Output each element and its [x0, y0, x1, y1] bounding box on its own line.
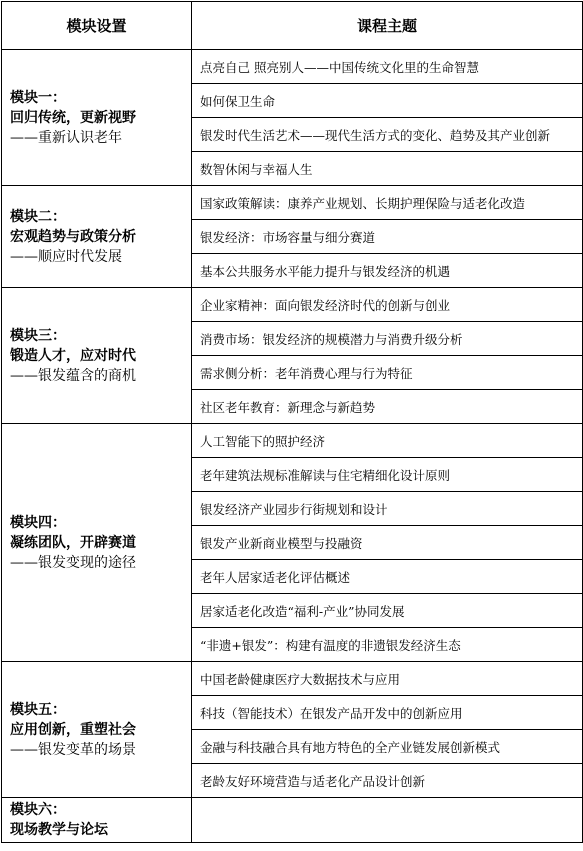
module-name: 模块五：	[10, 701, 66, 718]
topic-cell: 中国老龄健康医疗大数据技术与应用	[192, 662, 583, 696]
module-name: 模块三：	[10, 327, 66, 344]
table-row	[2, 798, 583, 843]
module-cell	[2, 186, 192, 288]
topic-cell: 点亮自己 照亮别人——中国传统文化里的生命智慧	[192, 50, 583, 84]
table-body	[2, 50, 583, 843]
topic-cell: 社区老年教育：新理念与新趋势	[192, 390, 583, 424]
topic-cell: 金融与科技融合具有地方特色的全产业链发展创新模式	[192, 730, 583, 764]
topic-cell: “非遗+银发”：构建有温度的非遗银发经济生态	[192, 628, 583, 662]
topic-cell: 需求侧分析：老年消费心理与行为特征	[192, 356, 583, 390]
module-title: 锻造人才，应对时代	[10, 347, 136, 364]
module-name: 模块二：	[10, 208, 66, 225]
module-subtitle: ——重新认识老年	[10, 129, 122, 146]
topic-cell: 老龄友好环境营造与适老化产品设计创新	[192, 764, 583, 798]
module-subtitle: ——银发蕴含的商机	[10, 367, 136, 384]
table-row	[2, 50, 583, 84]
module-title: 应用创新，重塑社会	[10, 721, 136, 738]
course-table	[1, 1, 583, 843]
module-cell	[2, 288, 192, 424]
topic-cell: 银发经济产业园步行街规划和设计	[192, 492, 583, 526]
topic-cell: 银发时代生活艺术——现代生活方式的变化、趋势及其产业创新	[192, 118, 583, 152]
topic-cell: 国家政策解读：康养产业规划、长期护理保险与适老化改造	[192, 186, 583, 220]
module-name: 模块一：	[10, 89, 66, 106]
table-row	[2, 662, 583, 696]
topic-cell: 银发产业新商业模型与投融资	[192, 526, 583, 560]
topic-cell: 银发经济：市场容量与细分赛道	[192, 220, 583, 254]
header-module: 模块设置	[2, 2, 192, 50]
topic-cell: 如何保卫生命	[192, 84, 583, 118]
table-row	[2, 288, 583, 322]
module-cell	[2, 662, 192, 798]
topic-cell: 老年人居家适老化评估概述	[192, 560, 583, 594]
topic-cell: 老年建筑法规标准解读与住宅精细化设计原则	[192, 458, 583, 492]
module-title: 凝练团队，开辟赛道	[10, 534, 136, 551]
module-cell	[2, 50, 192, 186]
module-subtitle: ——顺应时代发展	[10, 248, 122, 265]
topic-cell: 居家适老化改造“福利-产业”协同发展	[192, 594, 583, 628]
module-name: 模块四：	[10, 514, 66, 531]
topic-cell-empty	[192, 798, 583, 843]
header-topic: 课程主题	[192, 2, 583, 50]
topic-cell: 消费市场：银发经济的规模潜力与消费升级分析	[192, 322, 583, 356]
module-title: 现场教学与论坛	[10, 822, 108, 838]
topic-cell: 人工智能下的照护经济	[192, 424, 583, 458]
module-cell	[2, 424, 192, 662]
topic-cell: 企业家精神：面向银发经济时代的创新与创业	[192, 288, 583, 322]
table-row	[2, 424, 583, 458]
module-name: 模块六：	[10, 802, 66, 818]
module-title: 回归传统，更新视野	[10, 109, 136, 126]
module-title: 宏观趋势与政策分析	[10, 228, 136, 245]
topic-cell: 科技（智能技术）在银发产品开发中的创新应用	[192, 696, 583, 730]
table-row	[2, 186, 583, 220]
module-subtitle: ——银发变现的途径	[10, 554, 136, 571]
module-cell	[2, 798, 192, 843]
topic-cell: 基本公共服务水平能力提升与银发经济的机遇	[192, 254, 583, 288]
header-row	[2, 2, 583, 50]
topic-cell: 数智休闲与幸福人生	[192, 152, 583, 186]
module-subtitle: ——银发变革的场景	[10, 741, 136, 758]
